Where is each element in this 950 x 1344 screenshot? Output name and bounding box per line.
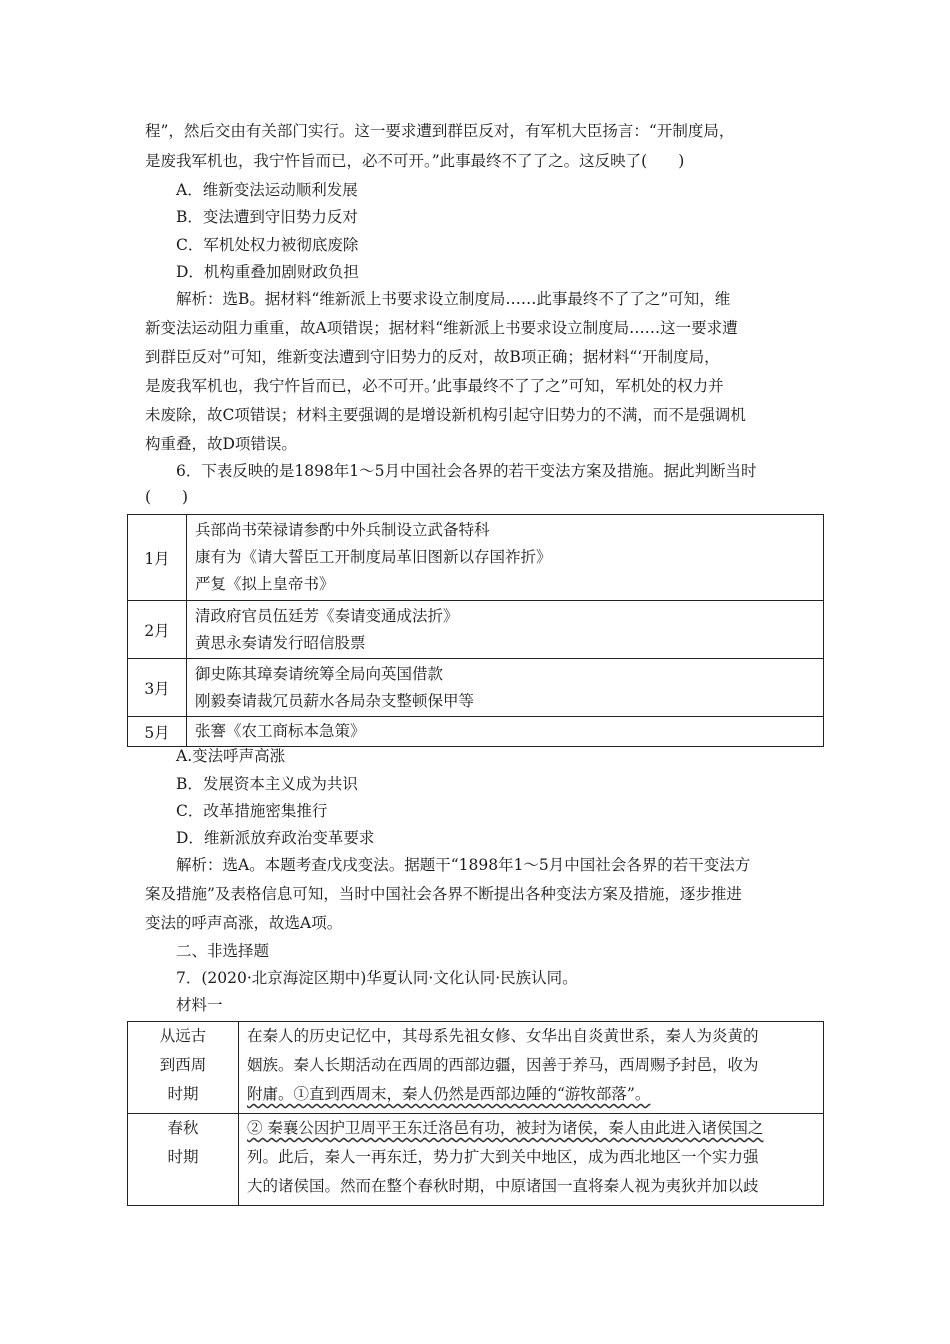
q5-option-b: B．变法遭到守旧势力反对 [176,208,358,226]
q6-option-d: D．维新派放弃政治变革要求 [176,829,375,847]
material-line: 在秦人的历史记忆中，其母系先祖女修、女华出自炎黄世系，秦人为炎黄的 [247,1027,759,1045]
q5-option-a: A．维新变法运动顺利发展 [176,181,358,199]
items-cell [187,601,824,659]
q6-stem-line-2: ( ) [145,488,189,506]
table-item: 严复《拟上皇帝书》 [195,575,335,593]
q5-option-c: C．军机处权力被彻底废除 [176,236,359,254]
table-row [128,717,824,747]
q5-analysis-line-2: 新变法运动阻力重重，故A项错误；据材料“维新派上书要求设立制度局……这一要求遭 [145,319,738,337]
period-text: 到西周 [159,1056,207,1074]
items-cell [187,659,824,717]
table-item: 黄思永奏请发行昭信股票 [195,633,366,652]
month-cell: 1月 [128,515,187,601]
items-cell [187,515,824,601]
material-line: 附庸。①直到西周末，秦人仍然是西部边陲的“游牧部落”。 [247,1085,651,1103]
period-cell [128,1022,239,1114]
table-row [128,659,824,717]
q7-stem: 7．(2020·北京海淀区期中)华夏认同·文化认同·民族认同。 [176,969,578,987]
q5-stem-line-2: 是废我军机也，我宁忤旨而已，必不可开。”此事最终不了了之。这反映了( ) [145,152,685,170]
q6-analysis-line-1: 解析：选A。本题考查戊戌变法。据题干“1898年1～5月中国社会各界的若干变法方 [176,856,751,874]
q5-stem-line-1: 程”，然后交由有关部门实行。这一要求遭到群臣反对，有军机大臣扬言：“开制度局， [145,122,735,140]
q6-analysis-line-3: 变法的呼声高涨，故选A项。 [145,914,343,932]
table-row [128,601,824,659]
table-item: 兵部尚书荣禄请参酌中外兵制设立武备特科 [195,521,490,539]
q7-material-table [127,1021,824,1206]
period-text: 从远古 [159,1027,207,1045]
month-cell: 2月 [128,601,187,659]
table-item: 康有为《请大誓臣工开制度局革旧图新以存国祚折》 [195,548,552,566]
material-cell [239,1022,824,1114]
material-line: ② 秦襄公因护卫周平王东迁洛邑有功，被封为诸侯，秦人由此进入诸侯国之 [247,1119,764,1137]
q5-analysis-line-3: 到群臣反对”可知，维新变法遭到守旧势力的反对，故B项正确；据材料“‘开制度局， [145,348,720,366]
q6-stem-line-1: 6．下表反映的是1898年1～5月中国社会各界的若干变法方案及措施。据此判断当时 [176,462,757,480]
q5-analysis-line-1: 解析：选B。据材料“维新派上书要求设立制度局……此事最终不了了之”可知，维 [176,290,731,308]
month-cell: 3月 [128,659,187,717]
items-cell [187,717,824,747]
material-line: 列。此后，秦人一再东迁，势力扩大到关中地区，成为西北地区一个实力强 [247,1148,759,1166]
table-item: 御史陈其璋奏请统筹全局向英国借款 [195,664,444,683]
material-line: 大的诸侯国。然而在整个春秋时期，中原诸国一直将秦人视为夷狄并加以歧 [247,1177,759,1195]
q6-analysis-line-2: 案及措施”及表格信息可知，当时中国社会各界不断提出各种变法方案及措施，逐步推进 [145,885,742,903]
period-text: 春秋 [167,1119,199,1137]
q5-analysis-line-4: 是废我军机也，我宁忤旨而已，必不可开。’此事最终不了了之”可知，军机处的权力并 [145,377,724,395]
material-cell [239,1114,824,1206]
table-item: 清政府官员伍廷芳《奏请变通成法折》 [195,606,459,625]
month-cell: 5月 [128,717,187,747]
material-label: 材料一 [176,996,223,1014]
q5-analysis-line-6: 构重叠，故D项错误。 [145,435,297,453]
q5-option-d: D．机构重叠加剧财政负担 [176,263,359,281]
q6-option-c: C．改革措施密集推行 [176,802,328,820]
q6-option-a: A.变法呼声高涨 [176,747,286,765]
table-row [128,1022,824,1114]
q6-option-b: B．发展资本主义成为共识 [176,775,358,793]
table-row [128,515,824,601]
q6-reform-table [127,514,824,747]
table-item: 张謇《农工商标本急策》 [195,722,366,740]
material-line: 姻族。秦人长期活动在西周的西部边疆，因善于养马，西周赐予封邑，收为 [247,1056,759,1074]
period-text: 时期 [167,1085,199,1103]
section-heading: 二、非选择题 [176,942,270,960]
q5-analysis-line-5: 未废除，故C项错误；材料主要强调的是增设新机构引起守旧势力的不满，而不是强调机 [145,406,746,424]
period-cell [128,1114,239,1206]
table-item: 刚毅奏请裁冗员薪水各局杂支整顿保甲等 [195,691,475,710]
period-text: 时期 [167,1148,199,1166]
table-row [128,1114,824,1206]
